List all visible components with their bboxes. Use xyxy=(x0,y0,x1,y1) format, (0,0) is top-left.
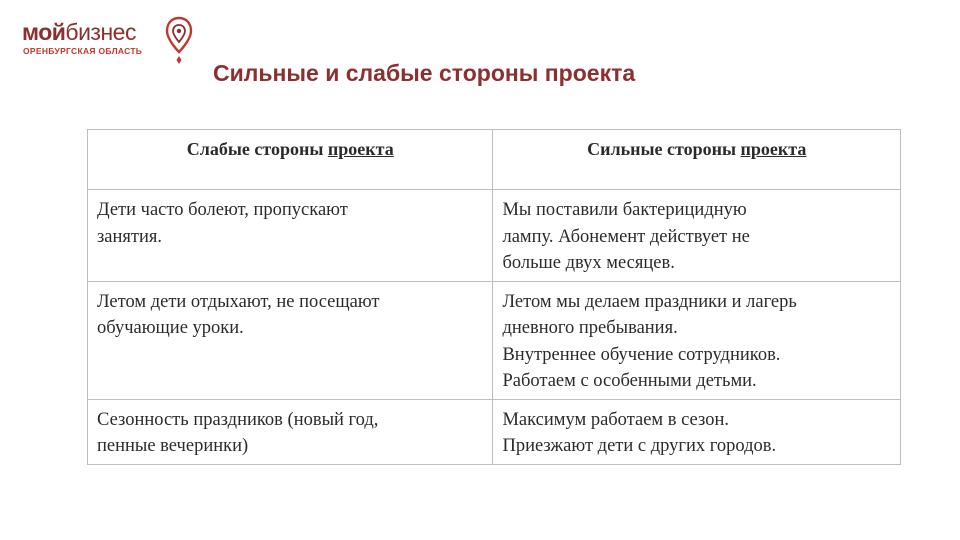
header-weaknesses-prefix: Слабые стороны xyxy=(186,139,328,159)
cell-line: Сезонность праздников (новый год, xyxy=(97,409,379,430)
cell-line: пенные вечеринки) xyxy=(97,436,249,456)
cell-line: Мы поставили бактерицидную xyxy=(502,200,747,220)
cell-line: занятия. xyxy=(97,226,163,247)
cell-line: больше двух месяцев. xyxy=(502,253,675,273)
table-row xyxy=(88,281,901,399)
header-weaknesses-underlined: проекта xyxy=(327,139,394,159)
header-strengths xyxy=(493,130,901,190)
table-row xyxy=(88,190,901,282)
cell-line: лампу. Абонемент действует не xyxy=(502,226,750,247)
cell-line: Максимум работаем в сезон. xyxy=(502,409,729,430)
cell-line: Летом мы делаем праздники и лагерь xyxy=(502,291,797,312)
header-strengths-underlined: проекта xyxy=(740,139,807,159)
logo-wordmark xyxy=(22,18,136,46)
cell-line: Приезжают дети с других городов. xyxy=(502,436,777,456)
cell-line: дневного пребывания. xyxy=(502,318,678,338)
weakness-cell xyxy=(88,190,493,282)
logo-region: ОРЕНБУРГСКАЯ ОБЛАСТЬ xyxy=(23,46,143,56)
cell-line: Внутреннее обучение сотрудников. xyxy=(502,344,781,365)
header-strengths-prefix: Сильные стороны xyxy=(587,139,741,159)
cell-line: Дети часто болеют, пропускают xyxy=(97,200,348,220)
weakness-cell xyxy=(88,399,493,464)
strengths-weaknesses-table xyxy=(87,129,901,465)
slide-title: Сильные и слабые стороны проекта xyxy=(213,60,636,86)
weakness-cell xyxy=(88,281,493,399)
header-weaknesses xyxy=(88,130,493,190)
logo-word-light: бизнес xyxy=(65,19,136,45)
strength-cell xyxy=(493,281,901,399)
location-pin-icon xyxy=(164,16,194,66)
logo-word-bold: мой xyxy=(22,19,66,45)
strength-cell xyxy=(493,399,901,464)
cell-line: Работаем с особенными детьми. xyxy=(502,371,757,391)
cell-line: обучающие уроки. xyxy=(97,318,244,338)
strength-cell xyxy=(493,190,901,282)
brand-logo xyxy=(22,16,202,68)
cell-line: Летом дети отдыхают, не посещают xyxy=(97,291,380,312)
table-header-row xyxy=(88,130,901,190)
table-row xyxy=(88,399,901,464)
